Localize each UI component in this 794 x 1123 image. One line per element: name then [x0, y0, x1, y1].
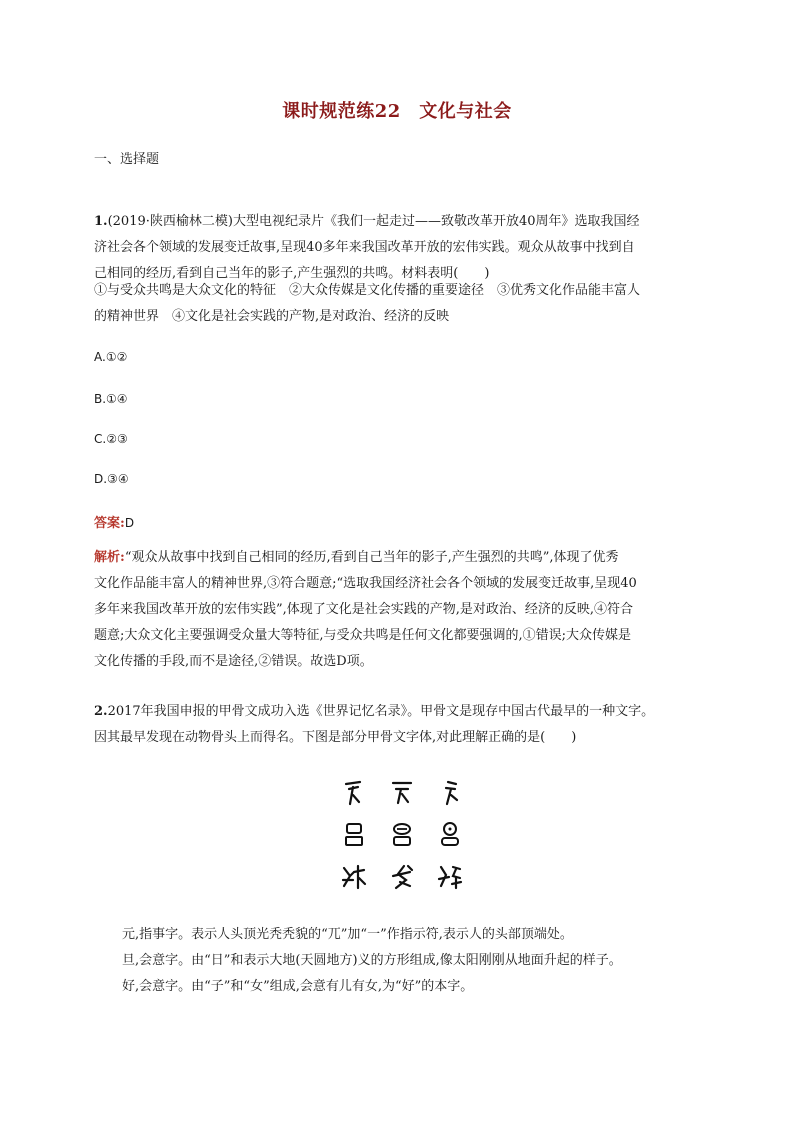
question-2-line: 因其最早发现在动物骨头上而得名。下图是部分甲骨文字体,对此理解正确的是( ) [94, 730, 577, 745]
option-b: B.①④ [94, 392, 128, 406]
analysis-label: 解析: [94, 550, 125, 565]
section-heading: 一、选择题 [94, 152, 160, 167]
analysis-line: 文化传播的手段,而不是途径,②错误。故选D项。 [94, 654, 373, 669]
question-1-line: 济社会各个领域的发展变迁故事,呈现40多年来我国改革开放的宏伟实践。观众从故事中找到自 [94, 240, 635, 255]
page-title: 课时规范练22 文化与社会 [282, 101, 512, 122]
glyph-explanations [122, 922, 722, 1000]
answer-label: 答案: [94, 516, 125, 531]
glyph-hao-3 [436, 862, 464, 892]
question-2-line: 2.2017年我国申报的甲骨文成功入选《世界记忆名录》。甲骨文是现存中国古代最早的一种文字。 [94, 704, 655, 719]
glyph-yuan-3 [436, 778, 464, 808]
analysis-line: 解析:“观众从故事中找到自己相同的经历,看到自己当年的影子,产生强烈的共鸣”,体现了优秀 [94, 550, 619, 565]
option-c: C.②③ [94, 432, 128, 446]
analysis-block [94, 545, 714, 675]
question-number: 1. [94, 214, 108, 229]
question-1-statements [94, 278, 714, 330]
glyph-yuan-1 [340, 778, 368, 808]
question-number: 2. [94, 704, 108, 719]
glyph-dan-1 [340, 820, 368, 850]
question-2-stem [94, 699, 714, 751]
glyph-dan-3 [436, 820, 464, 850]
question-1-stem [94, 209, 714, 287]
option-a: A.①② [94, 350, 128, 364]
glyph-dan-2 [388, 820, 416, 850]
oracle-bone-glyphs-image [330, 770, 470, 900]
glyph-hao-2 [388, 862, 416, 892]
analysis-line: 文化作品能丰富人的精神世界,③符合题意;“选取我国经济社会各个领域的发展变迁故事,呈现40 [94, 576, 637, 591]
question-1-line: 己相同的经历,看到自己当年的影子,产生强烈的共鸣。材料表明( ) [94, 266, 490, 281]
option-d: D.③④ [94, 472, 129, 486]
analysis-line: 题意;大众文化主要强调受众量大等特征,与受众共鸣是任何文化都要强调的,①错误;大众传媒是 [94, 628, 632, 643]
glyph-yuan-2 [388, 778, 416, 808]
analysis-line: 多年来我国改革开放的宏伟实践”,体现了文化是社会实践的产物,是对政治、经济的反映,④符合 [94, 602, 634, 617]
explanation-yuan: 元,指事字。表示人头顶光秃秃貌的“兀”加“一”作指示符,表示人的头部顶端处。 [122, 927, 573, 942]
statement-line: 的精神世界 ④文化是社会实践的产物,是对政治、经济的反映 [94, 309, 450, 324]
glyph-hao-1 [340, 862, 368, 892]
statement-line: ①与受众共鸣是大众文化的特征 ②大众传媒是文化传播的重要途径 ③优秀文化作品能丰富人 [94, 283, 641, 298]
answer-row [94, 512, 134, 531]
explanation-dan: 旦,会意字。由“日”和表示大地(天圆地方)义的方形组成,像太阳刚刚从地面升起的样子。 [122, 953, 622, 968]
question-1-line: 1.(2019·陕西榆林二模)大型电视纪录片《我们一起走过——致敬改革开放40周年》选取我国经 [94, 214, 640, 229]
answer-value: D [124, 516, 135, 530]
explanation-hao: 好,会意字。由“子”和“女”组成,会意有儿有女,为“好”的本字。 [122, 979, 474, 994]
